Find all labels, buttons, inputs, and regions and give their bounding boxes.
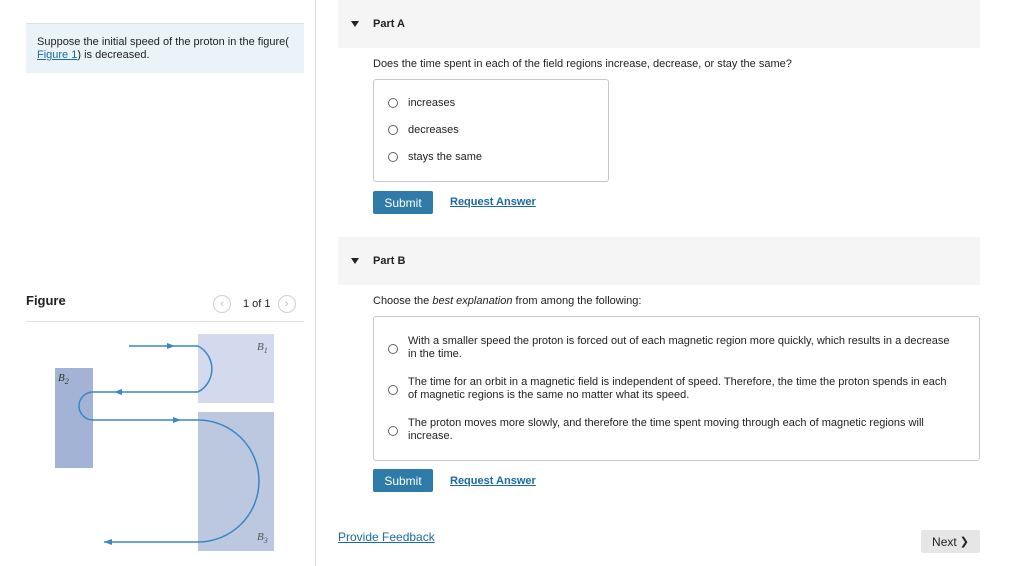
figure-title: Figure <box>26 293 66 308</box>
radio-option-2[interactable] <box>388 385 398 395</box>
option-label: increases <box>408 97 456 109</box>
part-a-header[interactable] <box>338 0 980 48</box>
part-b-title: Part B <box>373 255 406 267</box>
label-b3: $B_3$ <box>257 531 268 545</box>
radio-decreases[interactable] <box>388 125 398 135</box>
option-label: decreases <box>408 124 459 136</box>
radio-increases[interactable] <box>388 98 398 108</box>
part-b-choices <box>373 316 980 461</box>
part-a-title: Part A <box>373 18 405 30</box>
pane-divider <box>315 0 316 566</box>
part-b-request-answer-link[interactable]: Request Answer <box>450 475 536 487</box>
part-a-request-answer-link[interactable]: Request Answer <box>450 196 536 208</box>
part-a-choices <box>373 79 609 182</box>
next-button[interactable] <box>921 530 980 553</box>
prompt-text-before: Suppose the initial speed of the proton in the figure( <box>37 36 289 48</box>
provide-feedback-link[interactable]: Provide Feedback <box>338 530 435 544</box>
radio-option-3[interactable] <box>388 426 398 436</box>
figure-divider <box>26 321 304 322</box>
question-text: Choose the <box>373 295 433 307</box>
option-label: stays the same <box>408 151 482 163</box>
option-label: With a smaller speed the proton is forced out of each magnetic region more quickly, which results in a decrease in the time. <box>408 335 950 360</box>
question-emphasis: best explanation <box>432 295 513 307</box>
chevron-right-icon: ❯ <box>959 536 969 548</box>
collapse-caret-icon[interactable] <box>351 258 359 264</box>
part-b-submit-button[interactable]: Submit <box>373 469 433 492</box>
question-text: from among the following: <box>512 295 642 307</box>
radio-option-1[interactable] <box>388 344 398 354</box>
option-label: The time for an orbit in a magnetic field is independent of speed. Therefore, the time the proton spends in each of magnetic regions is the same no matter what its speed. <box>408 376 947 401</box>
part-a-submit-button[interactable]: Submit <box>373 191 433 214</box>
prompt-text-after: ) is decreased. <box>77 49 150 61</box>
part-a-question: Does the time spent in each of the field regions increase, decrease, or stay the same? <box>373 58 792 70</box>
figure-pager <box>213 294 296 314</box>
collapse-caret-icon[interactable] <box>351 21 359 27</box>
figure-link[interactable]: Figure 1 <box>37 49 78 61</box>
figure-page-count: 1 of 1 <box>243 298 271 310</box>
next-label: Next <box>932 534 957 549</box>
part-b-question <box>373 295 641 307</box>
problem-statement <box>26 23 304 73</box>
next-figure-icon[interactable]: › <box>278 295 296 313</box>
radio-stays-the-same[interactable] <box>388 152 398 162</box>
part-b-header[interactable] <box>338 237 980 285</box>
label-b2: $B_2$ <box>58 372 69 386</box>
label-b1: $B_1$ <box>257 341 268 355</box>
direction-arrows <box>104 343 181 545</box>
previous-figure-icon[interactable]: ‹ <box>213 295 231 313</box>
magnetic-regions-figure <box>40 326 300 558</box>
option-label: The proton moves more slowly, and therefore the time spent moving through each of magnetic regions will increase. <box>408 417 924 442</box>
